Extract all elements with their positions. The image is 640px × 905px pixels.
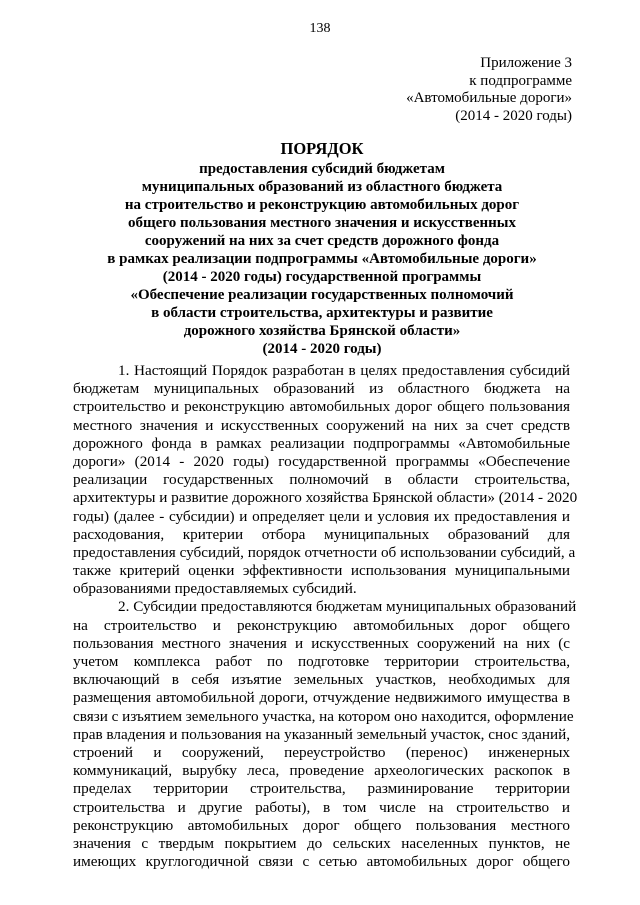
annex-header [406, 55, 572, 125]
text-line: строительства и другие работы), в том числе на строительство и [73, 798, 570, 816]
text-line: прав владения и пользования на указанный земельный участок, снос зданий, [73, 725, 571, 743]
text-line: годы) (далее - субсидии) и определяет цели и условия их предоставления и [73, 507, 570, 525]
text-line: пользования местного значения и искусственных сооружений на них (с [73, 634, 570, 652]
text-line: на строительство и реконструкцию автомобильных дорог общего [73, 616, 570, 634]
subtitle-line: муниципальных образований из областного бюджета [141, 179, 503, 195]
text-line: 1. Настоящий Порядок разработан в целях предоставления субсидий [118, 362, 570, 379]
text-line: дороги» (2014 - 2020 годы) государственной программы «Обеспечение [73, 452, 570, 470]
text-line: предоставления субсидий, порядок отчетности об использовании субсидий, а [73, 543, 576, 561]
annex-line: (2014 - 2020 годы) [455, 107, 572, 124]
subtitle-line: на строительство и реконструкцию автомобильных дорог [124, 197, 520, 213]
text-line: также критерий оценки эффективности использования муниципальными [73, 562, 570, 580]
subtitle-line: предоставления субсидий бюджетам [199, 161, 445, 177]
text-line: образованиями предоставляемых субсидий. [73, 580, 357, 598]
text-line: размещения автомобильной дороги, отчуждение недвижимого имущества в [73, 689, 570, 707]
subtitle-line: в области строительства, архитектуры и развитие [151, 305, 493, 321]
text-line: бюджетам муниципальных образований из областного бюджета на [73, 380, 570, 398]
annex-line: «Автомобильные дороги» [406, 90, 572, 106]
text-line: значения с твердым покрытием до сельских населенных пунктов, не [73, 834, 570, 852]
text-line: строительство и реконструкцию автомобильных дорог общего пользования [73, 398, 570, 416]
text-line: архитектуры и развитие дорожного хозяйства Брянской области» (2014 - 2020 [73, 489, 578, 507]
subtitle-line: в рамках реализации подпрограммы «Автомобильные дороги» [107, 251, 537, 267]
document-heading [60, 139, 584, 358]
text-line: реализации государственных полномочий в области строительства, [73, 471, 570, 489]
annex-line: Приложение 3 [480, 55, 572, 71]
document-title: ПОРЯДОК [280, 139, 364, 158]
paragraph-1 [73, 362, 578, 598]
text-line: расходования, критерии отбора муниципальных образований для [73, 525, 570, 543]
text-line: местного значения и искусственных сооружений на них за счет средств [73, 416, 570, 434]
text-line: 2. Субсидии предоставляются бюджетам муниципальных образований [118, 598, 577, 616]
text-line: связи с изъятием земельного участка, на котором оно находится, оформление [73, 707, 574, 725]
document-subtitle [60, 160, 584, 358]
page-number: 138 [309, 21, 331, 36]
text-line: строений и сооружений, переустройство (перенос) инженерных [73, 743, 570, 761]
document-body [73, 362, 578, 871]
subtitle-line: (2014 - 2020 годы) государственной программы [162, 269, 482, 285]
text-line: пределах территории строительства, разминирование территории [73, 780, 570, 798]
subtitle-line: общего пользования местного значения и искусственных [128, 215, 516, 231]
text-line: реконструкцию автомобильных дорог общего пользования местного [73, 816, 570, 834]
text-line: включающий в себя изъятие земельных участков, необходимых для [73, 671, 570, 689]
annex-line: к подпрограмме [469, 72, 572, 89]
subtitle-line: дорожного хозяйства Брянской области» [183, 323, 461, 339]
text-line: имеющих круглогодичной связи с сетью автомобильных дорог общего [73, 853, 570, 871]
paragraph-2 [73, 598, 577, 871]
text-line: дорожного фонда в рамках реализации подпрограммы «Автомобильные [73, 434, 570, 452]
subtitle-line: сооружений на них за счет средств дорожного фонда [144, 233, 500, 249]
subtitle-line: (2014 - 2020 годы) [262, 341, 382, 357]
text-line: учетом комплекса работ по подготовке территории строительства, [73, 653, 570, 670]
text-line: коммуникаций, вырубку леса, проведение археологических раскопок в [73, 762, 570, 780]
subtitle-line: «Обеспечение реализации государственных полномочий [130, 287, 514, 303]
